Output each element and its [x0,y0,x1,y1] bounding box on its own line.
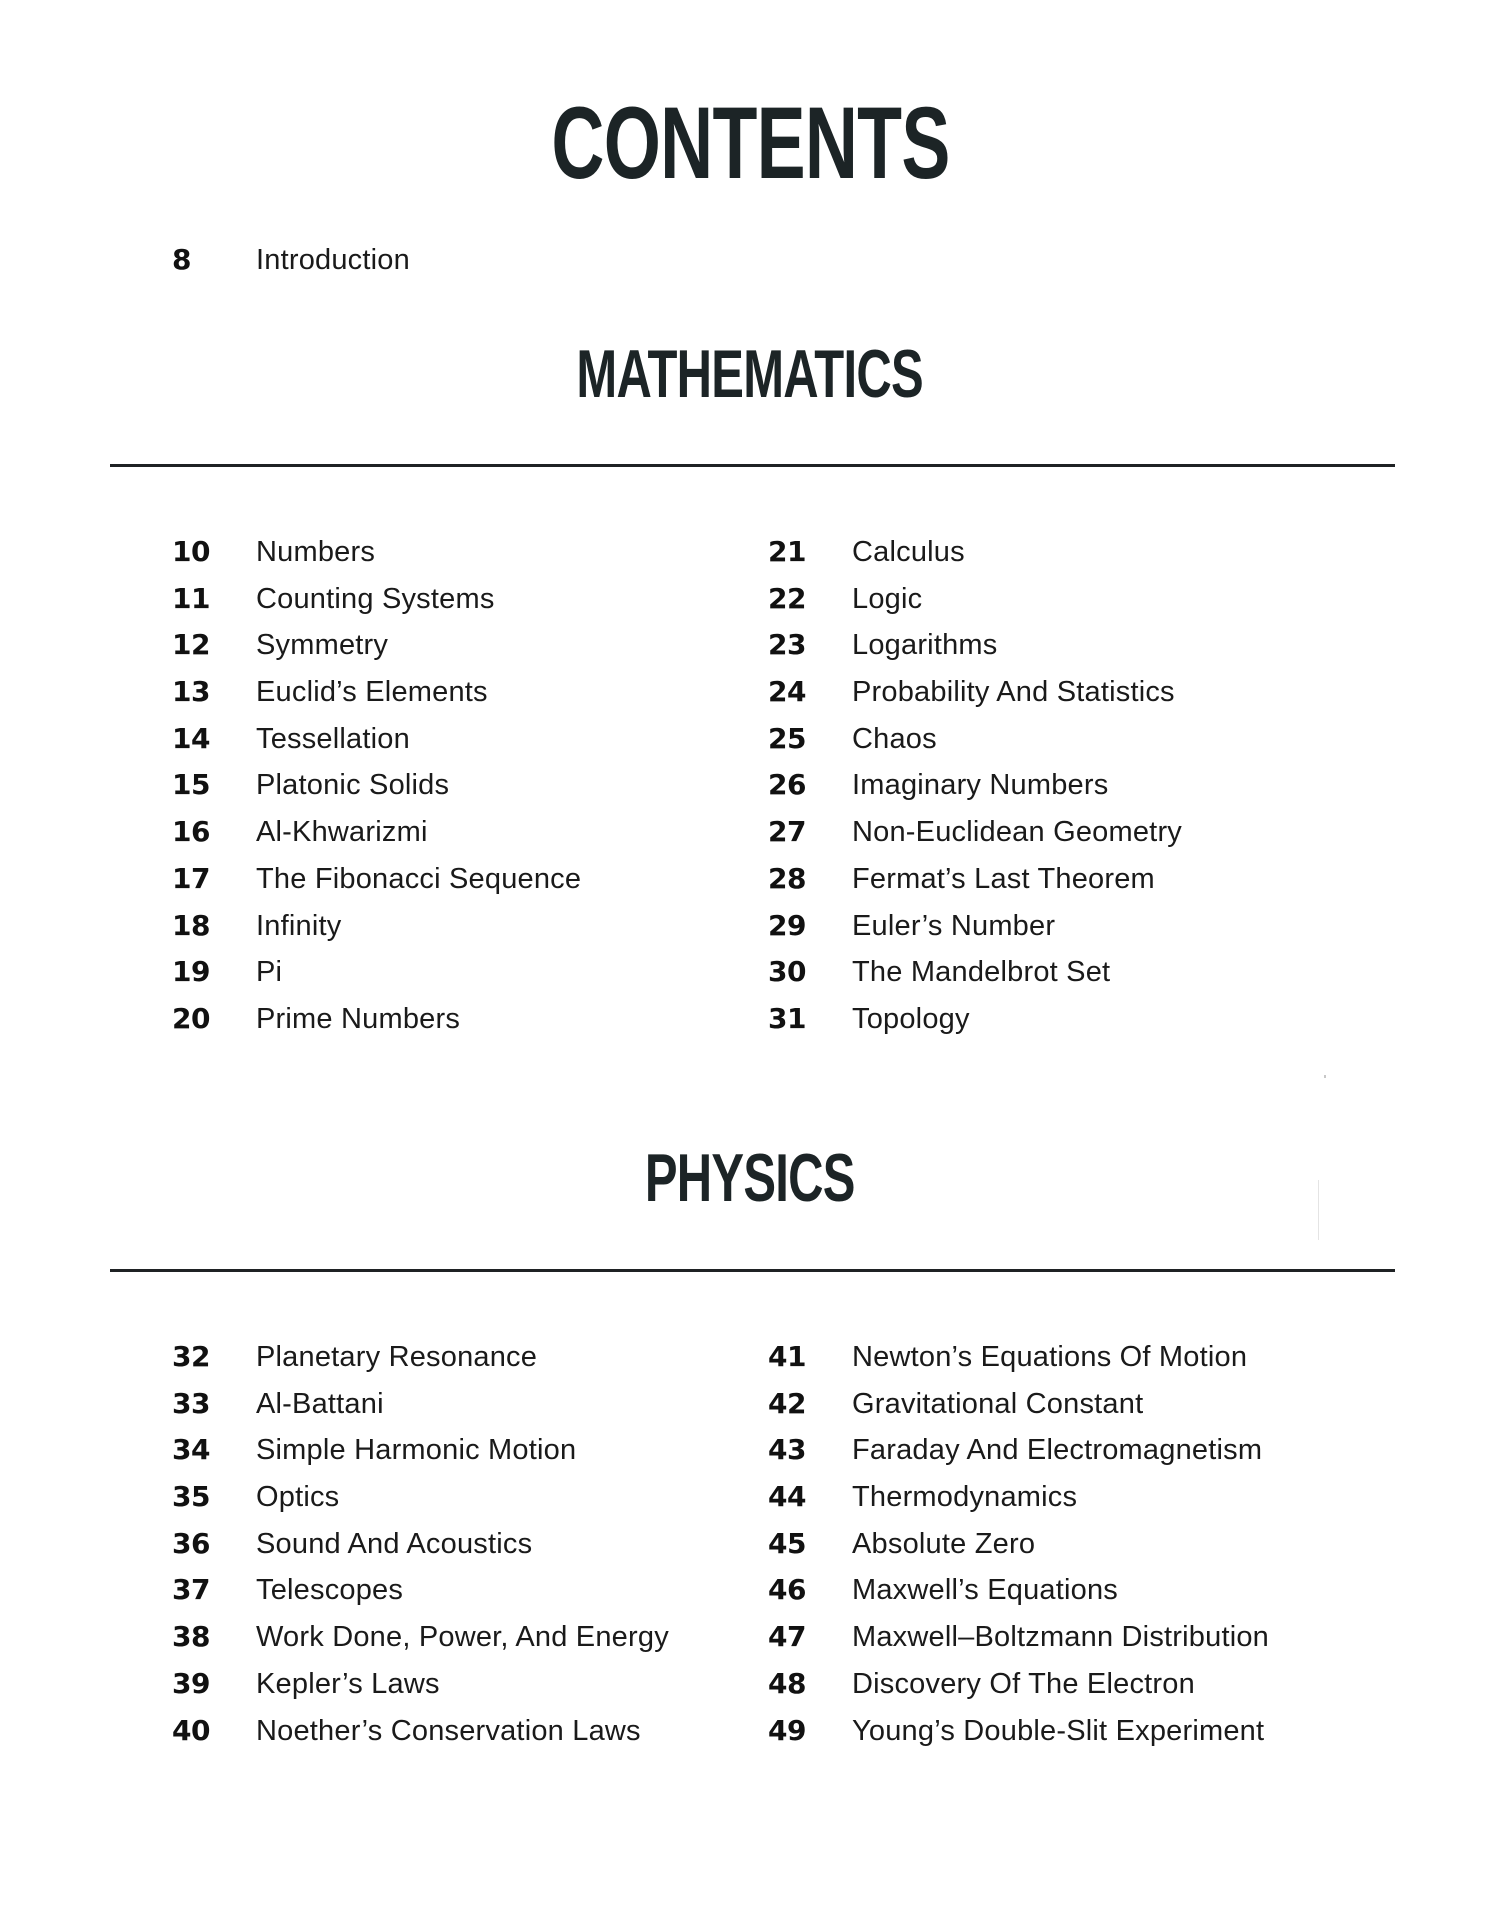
page-number: 20 [172,1001,210,1035]
toc-entry[interactable] [768,1714,1269,1761]
mathematics-left-column [172,535,581,1049]
page-number: 34 [172,1433,210,1467]
page-number: 42 [768,1386,806,1420]
toc-entry[interactable] [172,628,581,675]
entry-title: Symmetry [256,629,389,662]
toc-entry[interactable] [172,1667,669,1714]
entry-title: Newton’s Equations Of Motion [852,1341,1248,1373]
page-number: 14 [172,721,210,755]
page-number: 8 [172,243,191,276]
toc-entry[interactable] [768,582,1182,629]
section-heading-physics [0,1140,1500,1216]
toc-entry[interactable] [768,1620,1269,1667]
entry-title: Tessellation [256,722,410,755]
section-divider [110,464,1395,467]
page-number: 18 [172,908,210,942]
entry-title: Optics [256,1481,340,1514]
page-number: 47 [768,1620,806,1654]
entry-title: Telescopes [256,1574,404,1607]
entry-title: Logarithms [852,629,998,662]
toc-entry[interactable] [172,909,581,956]
entry-title: Gravitational Constant [852,1387,1144,1420]
entry-title: Young’s Double-Slit Experiment [852,1714,1265,1747]
entry-title: Discovery Of The Electron [852,1667,1195,1700]
toc-entry[interactable] [172,675,581,722]
page-number: 43 [768,1433,806,1467]
entry-title: Al-Battani [256,1387,384,1420]
entry-title: Imaginary Numbers [852,769,1109,802]
page-number: 37 [172,1573,210,1607]
toc-entry[interactable] [768,722,1182,769]
section-heading-mathematics [0,336,1500,412]
page-title-text: CONTENTS [550,86,950,200]
page-number: 19 [172,955,210,989]
page-number: 29 [768,908,806,942]
toc-entry[interactable] [172,815,581,862]
entry-title: Absolute Zero [852,1527,1036,1560]
toc-entry[interactable] [172,955,581,1002]
page-number: 15 [172,768,210,802]
toc-entry[interactable] [172,1433,669,1480]
toc-entry[interactable] [768,535,1182,582]
page-number: 24 [768,675,806,709]
toc-entry[interactable] [172,1002,581,1049]
page-number: 31 [768,1001,806,1035]
scan-mark [1318,1180,1319,1240]
entry-title: The Mandelbrot Set [852,956,1111,989]
page-number: 13 [172,675,210,709]
entry-title: Simple Harmonic Motion [256,1434,577,1467]
toc-entry[interactable] [768,1527,1269,1574]
entry-title: Infinity [256,909,342,942]
page-number: 33 [172,1386,210,1420]
page-number: 32 [172,1340,210,1373]
entry-title: Counting Systems [256,582,495,615]
page-number: 10 [172,535,210,568]
entry-title: Chaos [852,722,937,755]
toc-entry[interactable] [172,1340,669,1387]
page-number: 41 [768,1340,806,1373]
section-heading-text: MATHEMATICS [576,336,924,412]
toc-entry[interactable] [768,1340,1269,1387]
toc-entry[interactable] [768,815,1182,862]
toc-entry[interactable] [172,1387,669,1434]
toc-entry[interactable] [172,535,581,582]
page-number: 27 [768,815,806,849]
page-number: 25 [768,721,806,755]
entry-title: Calculus [852,536,965,568]
physics-right-column [768,1340,1269,1760]
page-number: 11 [172,581,210,615]
toc-entry[interactable] [172,1714,669,1761]
entry-title: Thermodynamics [852,1481,1078,1514]
entry-title: Faraday And Electromagnetism [852,1434,1263,1467]
entry-title: Pi [256,956,283,989]
toc-entry[interactable] [768,1480,1269,1527]
toc-entry[interactable] [768,862,1182,909]
toc-entry[interactable] [172,1480,669,1527]
intro-entry-container [172,243,410,290]
toc-entry[interactable] [768,675,1182,722]
page-number: 46 [768,1573,806,1607]
page-number: 30 [768,955,806,989]
entry-title: Planetary Resonance [256,1341,538,1373]
entry-title: Sound And Acoustics [256,1527,533,1560]
section-heading-text: PHYSICS [645,1140,855,1216]
entry-title: Numbers [256,536,376,568]
entry-title: Maxwell–Boltzmann Distribution [852,1621,1269,1654]
entry-title: Euclid’s Elements [256,676,488,709]
entry-title: Noether’s Conservation Laws [256,1714,641,1747]
section-divider [110,1269,1395,1272]
page-number: 28 [768,861,806,895]
page-number: 39 [172,1666,210,1700]
entry-title: Probability And Statistics [852,676,1175,709]
entry-title: Kepler’s Laws [256,1667,440,1700]
page-number: 21 [768,535,806,568]
toc-entry[interactable] [172,1573,669,1620]
toc-entry[interactable] [172,582,581,629]
mathematics-right-column [768,535,1182,1049]
toc-entry[interactable] [172,1527,669,1574]
page-number: 45 [768,1526,806,1560]
entry-title: Fermat’s Last Theorem [852,862,1155,895]
entry-title: Topology [852,1002,970,1035]
entry-title: Work Done, Power, And Energy [256,1621,669,1654]
page-number: 22 [768,581,806,615]
page-number: 17 [172,861,210,895]
page-number: 38 [172,1620,210,1654]
entry-title: Logic [852,582,923,615]
toc-entry[interactable] [768,909,1182,956]
entry-title: Prime Numbers [256,1002,461,1035]
page-number: 26 [768,768,806,802]
toc-entry[interactable] [768,1667,1269,1714]
page-number: 23 [768,628,806,662]
page-number: 48 [768,1666,806,1700]
toc-entry[interactable] [768,768,1182,815]
toc-entry[interactable] [768,1573,1269,1620]
entry-title: Platonic Solids [256,769,450,802]
toc-entry[interactable] [768,628,1182,675]
toc-entry[interactable] [768,1433,1269,1480]
toc-entry[interactable] [172,722,581,769]
entry-title: The Fibonacci Sequence [256,862,582,895]
page-number: 49 [768,1713,806,1747]
toc-entry[interactable] [768,1387,1269,1434]
page-number: 16 [172,815,210,849]
page-title [0,88,1500,198]
page-number: 36 [172,1526,210,1560]
toc-entry-introduction[interactable] [172,243,410,290]
page-number: 12 [172,628,210,662]
toc-entry[interactable] [768,955,1182,1002]
scan-speck [1324,1075,1326,1078]
page-number: 44 [768,1480,806,1514]
toc-entry[interactable] [768,1002,1182,1049]
physics-left-column [172,1340,669,1760]
entry-title: Non-Euclidean Geometry [852,816,1182,849]
entry-title: Euler’s Number [852,909,1056,942]
entry-title: Al-Khwarizmi [256,816,428,849]
entry-title: Maxwell’s Equations [852,1574,1119,1607]
page-number: 40 [172,1713,210,1747]
toc-entry[interactable] [172,862,581,909]
entry-title: Introduction [256,244,410,276]
toc-entry[interactable] [172,1620,669,1667]
toc-entry[interactable] [172,768,581,815]
page-number: 35 [172,1480,210,1514]
